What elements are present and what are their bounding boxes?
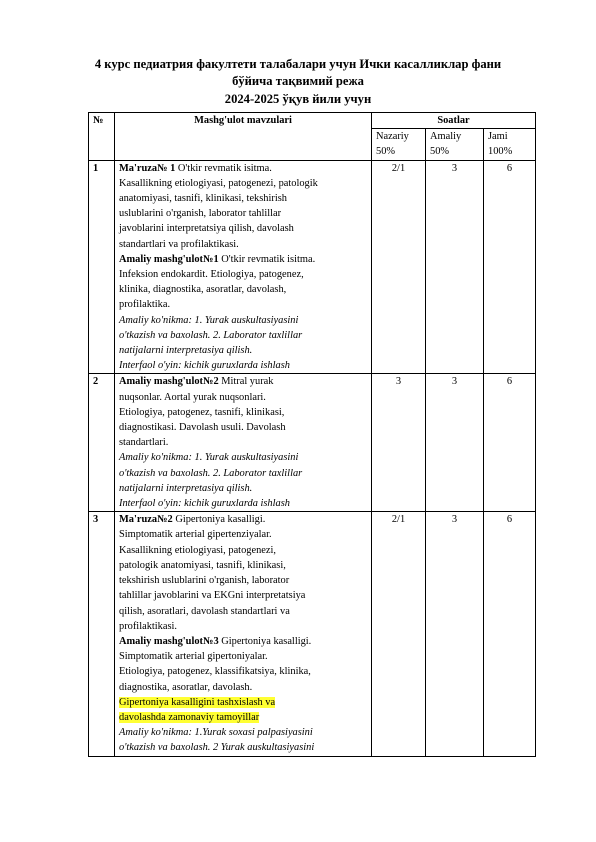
- topic-line: Amaliy ko'nikma: 1. Yurak auskultasiyasini: [119, 452, 299, 464]
- row-topic: [115, 374, 372, 512]
- table-row: [89, 374, 536, 512]
- topic-line: [119, 710, 368, 725]
- topic-line: Etiologiya, patogenez, tasnifi, klinikasi,: [119, 406, 285, 418]
- header-practice: Amaliy 50%: [426, 129, 484, 160]
- topic-line: tahlillar javoblarini va EKGni interpretatsiya: [119, 590, 306, 602]
- header-num: №: [89, 113, 115, 161]
- topic-line: diagnostikasi. Davolash usuli. Davolash: [119, 422, 286, 434]
- topic-line: Etiologiya, patogenez, klassifikatsiya, klinika,: [119, 666, 311, 678]
- header-total: Jami 100%: [484, 129, 536, 160]
- topic-line: patologik anatomiyasi, tasnifi, klinikasi,: [119, 559, 286, 571]
- table-row: [89, 160, 536, 374]
- doc-title-line3: 2024-2025 ўқув йили учун: [224, 92, 372, 106]
- topic-line: Infeksion endokardit. Etiologiya, patogenez,: [119, 269, 304, 281]
- row-total-hours: 6: [484, 160, 536, 374]
- topic-line: nuqsonlar. Aortal yurak nuqsonlari.: [119, 391, 266, 403]
- topic-line: Amaliy ko'nikma: 1. Yurak auskultasiyasini: [119, 314, 299, 326]
- topic-line: Interfaol o'yin: kichik guruxlarda ishlash: [119, 360, 290, 372]
- topic-line: profilaktikasi.: [119, 620, 178, 632]
- topic-line: Ma'ruza№ 1 O'tkir revmatik isitma.: [119, 162, 272, 174]
- row-practice-hours: 3: [426, 374, 484, 512]
- row-topic: [115, 512, 372, 756]
- row-number: 1: [89, 160, 115, 374]
- row-total-hours: 6: [484, 374, 536, 512]
- row-theory-hours: 3: [372, 374, 426, 512]
- row-number: 2: [89, 374, 115, 512]
- topic-line: diagnostika, asoratlar, davolash.: [119, 681, 253, 693]
- topic-line: profilaktika.: [119, 299, 171, 311]
- topic-line: [119, 695, 368, 710]
- table-row: [89, 512, 536, 756]
- row-theory-hours: 2/1: [372, 160, 426, 374]
- topic-line: Simptomatik arterial gipertenziyalar.: [119, 529, 272, 541]
- topic-line: qilish, asoratlari, davolash standartlari va: [119, 605, 290, 617]
- topic-line: Kasallikning etiologiyasi, patogenezi, patologik: [119, 177, 318, 189]
- topic-line: Amaliy mashg'ulot№3 Gipertoniya kasalligi.: [119, 635, 312, 647]
- topic-line: standartlari.: [119, 437, 169, 449]
- header-theory: Nazariy 50%: [372, 129, 426, 160]
- topic-line: Amaliy mashg'ulot№1 O'tkir revmatik isitma.: [119, 253, 316, 265]
- row-practice-hours: 3: [426, 512, 484, 756]
- header-topics: Mashg'ulot mavzulari: [115, 113, 372, 161]
- topic-line: Ma'ruza№2 Gipertoniya kasalligi.: [119, 514, 266, 526]
- topic-line: standartlari va profilaktikasi.: [119, 238, 239, 250]
- topic-line: Interfaol o'yin: kichik guruxlarda ishlash: [119, 498, 290, 510]
- topic-line: Amaliy ko'nikma: 1.Yurak soxasi palpasiyasini: [119, 727, 313, 739]
- topic-line: o'tkazish va baxolash. 2. Laborator taxlillar: [119, 329, 303, 341]
- topic-line: uslublarini o'rganish, laborator tahlillar: [119, 208, 282, 220]
- row-theory-hours: 2/1: [372, 512, 426, 756]
- topic-line: klinika, diagnostika, asoratlar, davolash,: [119, 284, 287, 296]
- topic-line: o'tkazish va baxolash. 2. Laborator taxlillar: [119, 467, 303, 479]
- row-topic: [115, 160, 372, 374]
- topic-line: o'tkazish va baxolash. 2 Yurak auskultasiyasini: [119, 742, 315, 754]
- highlighted-text: davolashda zamonaviy tamoyillar: [119, 711, 260, 723]
- topic-line: anatomiyasi, tasnifi, klinikasi, tekshirish: [119, 193, 287, 205]
- schedule-table: [88, 112, 536, 757]
- topic-line: tekshirish uslublarini o'rganish, laborator: [119, 575, 290, 587]
- topic-line: javoblarini interpretatsiya qilish, davolash: [119, 223, 294, 235]
- doc-title-line2: бўйича тақвимий режа: [232, 74, 364, 88]
- topic-line: natijalarni interpretasiya qilish.: [119, 345, 253, 357]
- doc-title-line1: 4 курс педиатрия факултети талабалари учун Ички касалликлар фани: [94, 57, 502, 71]
- highlighted-text: Gipertoniya kasalligini tashxislash va: [119, 696, 276, 708]
- topic-line: Simptomatik arterial gipertoniyalar.: [119, 651, 268, 663]
- topic-line: Kasallikning etiologiyasi, patogenezi,: [119, 544, 276, 556]
- topic-line: natijalarni interpretasiya qilish.: [119, 482, 253, 494]
- row-number: 3: [89, 512, 115, 756]
- topic-line: Amaliy mashg'ulot№2 Mitral yurak: [119, 376, 274, 388]
- header-hours: Soatlar: [372, 113, 536, 129]
- row-practice-hours: 3: [426, 160, 484, 374]
- row-total-hours: 6: [484, 512, 536, 756]
